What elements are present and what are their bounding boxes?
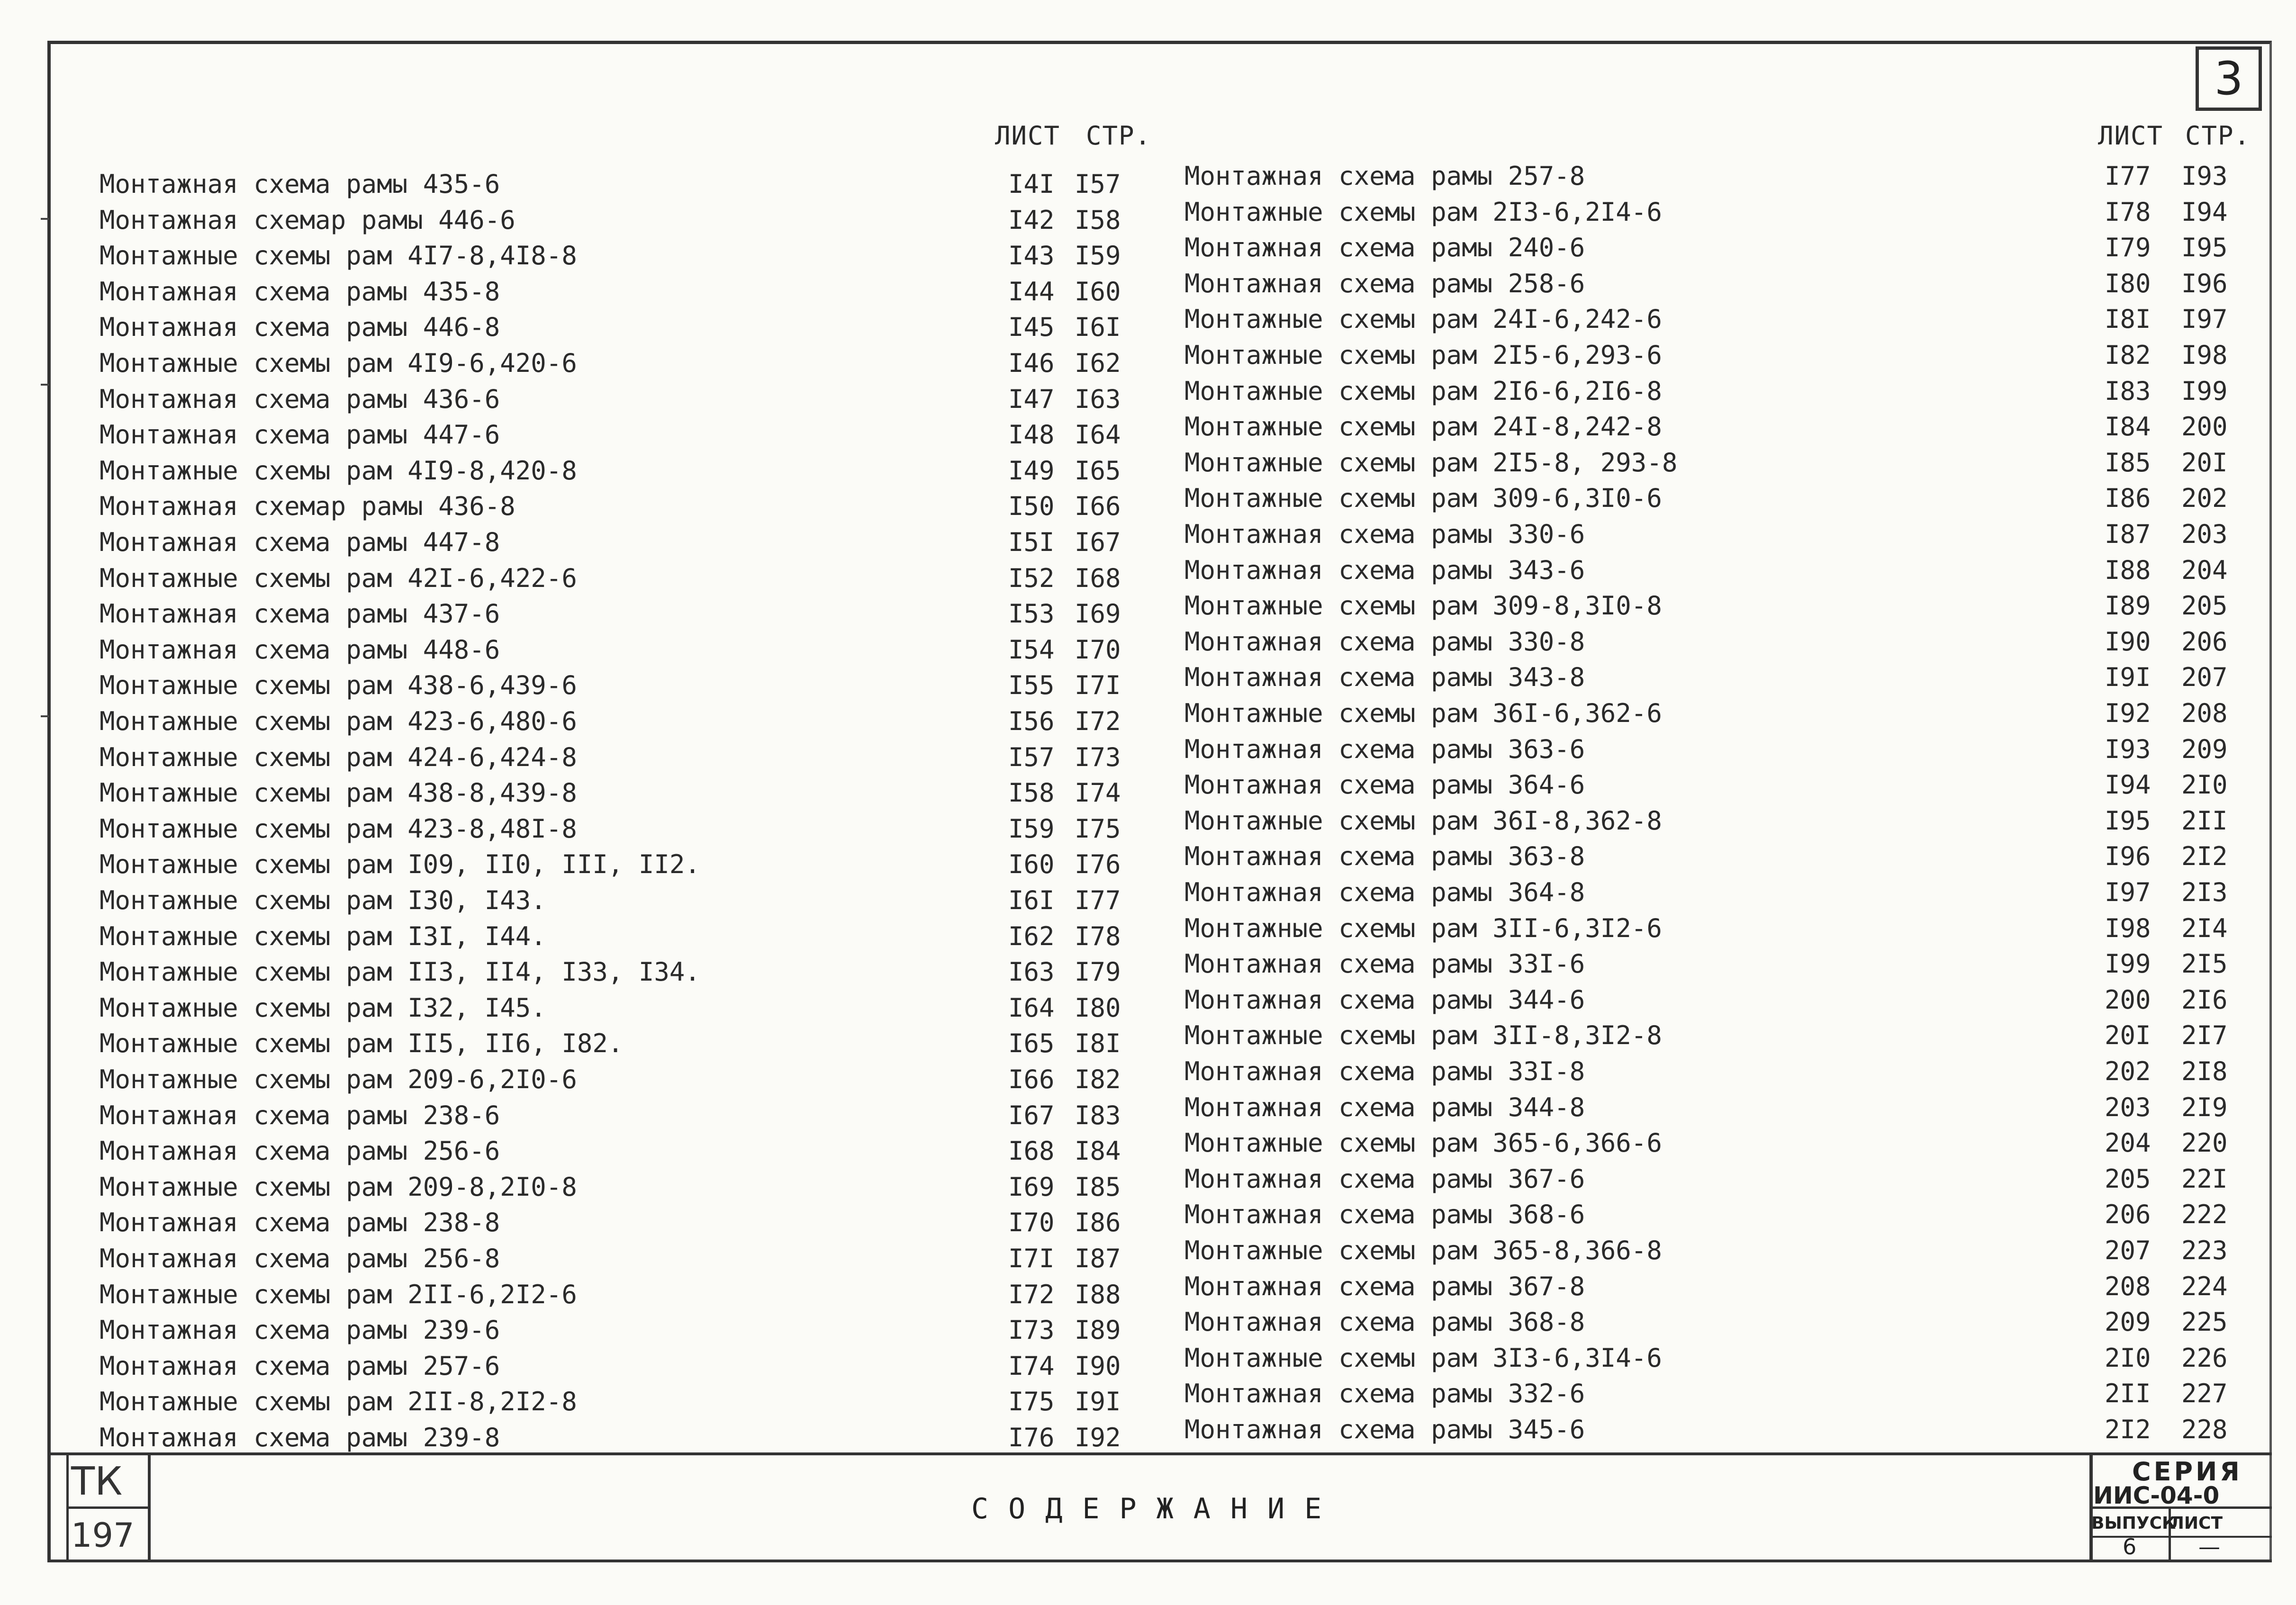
entry-title: Монтажные схемы рам 365-6,366-6	[1184, 1128, 1662, 1158]
entry-title: Монтажная схема рамы 435-8	[99, 276, 500, 307]
entry-title: Монтажная схема рамы 239-8	[99, 1423, 500, 1452]
entry-sheet: I62	[1008, 921, 1055, 951]
entry-page: I70	[1075, 634, 1121, 665]
entry-sheet: I57	[1008, 742, 1055, 772]
entry-sheet: I55	[1008, 670, 1055, 701]
entry-sheet: I64	[1008, 992, 1055, 1023]
entry-page: 200	[2181, 412, 2228, 442]
sheet-label: ЛИСТ	[2170, 1514, 2223, 1533]
entry-title: Монтажные схемы рам 309-6,3I0-6	[1184, 483, 1662, 514]
entry-sheet: I8I	[2105, 304, 2151, 334]
entry-sheet: I75	[1008, 1387, 1055, 1417]
entry-sheet: I74	[1008, 1351, 1055, 1381]
entry-page: 207	[2181, 662, 2228, 693]
entry-page: I78	[1075, 921, 1121, 951]
entry-sheet: I52	[1008, 563, 1055, 593]
entry-page: 2I2	[2181, 841, 2228, 872]
entry-sheet: I67	[1008, 1100, 1055, 1130]
entry-page: 2I9	[2181, 1092, 2228, 1122]
entry-sheet: I76	[1008, 1423, 1055, 1452]
entry-sheet: I97	[2105, 877, 2151, 907]
page-number-box	[2196, 46, 2262, 111]
entry-title: Монтажная схема рамы 33I-8	[1184, 1056, 1585, 1086]
issue-number: 6	[2123, 1534, 2137, 1560]
entry-sheet: 206	[2105, 1199, 2151, 1230]
entry-title: Монтажная схема рамы 257-6	[99, 1351, 500, 1381]
entry-page: I84	[1075, 1136, 1121, 1166]
entry-page: 22I	[2181, 1163, 2228, 1194]
entry-page: 204	[2181, 555, 2228, 585]
document-title: СОДЕРЖАНИЕ	[971, 1492, 1342, 1525]
entry-page: I82	[1075, 1064, 1121, 1094]
entry-title: Монтажная схема рамы 363-6	[1184, 734, 1585, 764]
entry-page: I94	[2181, 197, 2228, 227]
entry-title: Монтажные схемы рам 2I3-6,2I4-6	[1184, 197, 1662, 227]
entry-page: 220	[2181, 1128, 2228, 1158]
entry-sheet: 202	[2105, 1056, 2151, 1086]
entry-page: I75	[1075, 813, 1121, 844]
entry-title: Монтажная схема рамы 447-8	[99, 527, 500, 557]
entry-title: Монтажная схема рамы 446-8	[99, 312, 500, 343]
entry-title: Монтажные схемы рам 438-8,439-8	[99, 778, 577, 808]
entry-page: 202	[2181, 483, 2228, 514]
entry-title: Монтажная схема рамы 344-8	[1184, 1092, 1585, 1122]
entry-page: I83	[1075, 1100, 1121, 1130]
entry-sheet: I5I	[1008, 527, 1055, 557]
entry-title: Монтажная схема рамы 368-6	[1184, 1199, 1585, 1230]
entry-page: I79	[1075, 957, 1121, 987]
entry-title: Монтажные схемы рам 24I-8,242-8	[1184, 412, 1662, 442]
entry-page: I93	[2181, 161, 2228, 191]
entry-sheet: I89	[2105, 591, 2151, 621]
entry-title: Монтажные схемы рам 309-8,3I0-8	[1184, 591, 1662, 621]
entry-title: Монтажные схемы рам 2I5-6,293-6	[1184, 340, 1662, 370]
entry-page: I66	[1075, 491, 1121, 522]
entry-title: Монтажная схема рамы 33I-6	[1184, 949, 1585, 979]
entry-sheet: I65	[1008, 1028, 1055, 1059]
stamp-top-border	[47, 1452, 2272, 1455]
entry-title: Монтажные схемы рам I09, II0, III, II2.	[99, 849, 700, 880]
entry-page: I86	[1075, 1208, 1121, 1238]
entry-page: I6I	[1075, 312, 1121, 343]
entry-page: 2I3	[2181, 877, 2228, 907]
entry-sheet: I60	[1008, 849, 1055, 880]
entry-page: I87	[1075, 1244, 1121, 1273]
entry-title: Монтажная схема рамы 330-8	[1184, 626, 1585, 657]
entry-sheet: I94	[2105, 770, 2151, 800]
entry-page: I96	[2181, 268, 2228, 298]
entry-sheet: I92	[2105, 698, 2151, 728]
entry-sheet: I87	[2105, 519, 2151, 549]
entry-page: I62	[1075, 348, 1121, 378]
entry-page: I72	[1075, 706, 1121, 736]
entry-title: Монтажная схема рамы 448-6	[99, 634, 500, 665]
series-label: СЕРИЯ	[2132, 1457, 2242, 1487]
entry-sheet: I86	[2105, 483, 2151, 514]
entry-title: Монтажные схемы рам 24I-6,242-6	[1184, 304, 1662, 334]
entry-title: Монтажная схема рамы 435-6	[99, 169, 500, 199]
entry-title: Монтажная схема рамы 364-8	[1184, 877, 1585, 907]
entry-title: Монтажная схема рамы 256-8	[99, 1244, 500, 1273]
stamp-bottom-border	[47, 1560, 2272, 1562]
entry-sheet: I42	[1008, 205, 1055, 235]
entry-sheet: 2I0	[2105, 1343, 2151, 1373]
entry-sheet: I58	[1008, 778, 1055, 808]
entry-page: 2I8	[2181, 1056, 2228, 1086]
entry-title: Монтажные схемы рам 4I9-6,420-6	[99, 348, 577, 378]
entry-sheet: I46	[1008, 348, 1055, 378]
entry-page: I97	[2181, 304, 2228, 334]
entry-title: Монтажная схема рамы 238-8	[99, 1208, 500, 1238]
entry-sheet: I85	[2105, 447, 2151, 478]
entry-page: I58	[1075, 205, 1121, 235]
margin-tick	[41, 715, 49, 717]
entry-title: Монтажная схема рамы 258-6	[1184, 268, 1585, 298]
entry-title: Монтажные схемы рам 3II-6,3I2-6	[1184, 913, 1662, 943]
entry-page: 225	[2181, 1307, 2228, 1337]
entry-title: Монтажные схемы рам 3II-8,3I2-8	[1184, 1020, 1662, 1051]
entry-sheet: 2I2	[2105, 1415, 2151, 1444]
entry-page: 223	[2181, 1235, 2228, 1265]
entry-sheet: I59	[1008, 813, 1055, 844]
entry-page: 205	[2181, 591, 2228, 621]
entry-sheet: I72	[1008, 1279, 1055, 1309]
entry-title: Монтажная схемар рамы 446-6	[99, 205, 515, 235]
entry-page: I65	[1075, 455, 1121, 486]
entry-title: Монтажная схема рамы 345-6	[1184, 1415, 1585, 1444]
entry-page: I74	[1075, 778, 1121, 808]
entry-title: Монтажные схемы рам II3, II4, I33, I34.	[99, 957, 700, 987]
entry-page: I63	[1075, 384, 1121, 414]
entry-title: Монтажная схема рамы 437-6	[99, 599, 500, 629]
entry-title: Монтажные схемы рам I32, I45.	[99, 992, 546, 1023]
entry-title: Монтажные схемы рам 2II-6,2I2-6	[99, 1279, 577, 1309]
entry-title: Монтажная схема рамы 343-6	[1184, 555, 1585, 585]
entry-sheet: I53	[1008, 599, 1055, 629]
entry-sheet: I9I	[2105, 662, 2151, 693]
entry-title: Монтажные схемы рам 209-8,2I0-8	[99, 1172, 577, 1202]
entry-title: Монтажные схемы рам 2I6-6,2I6-8	[1184, 376, 1662, 406]
margin-tick	[41, 384, 49, 386]
entry-page: 228	[2181, 1415, 2228, 1444]
page-number: 3	[2214, 52, 2243, 105]
entry-title: Монтажная схема рамы 364-6	[1184, 770, 1585, 800]
margin-tick	[41, 218, 49, 220]
entry-title: Монтажные схемы рам 424-6,424-8	[99, 742, 577, 772]
entry-page: 226	[2181, 1343, 2228, 1373]
entry-sheet: I88	[2105, 555, 2151, 585]
entry-title: Монтажная схема рамы 436-6	[99, 384, 500, 414]
tk-number: 197	[71, 1516, 135, 1555]
entry-title: Монтажная схема рамы 367-8	[1184, 1271, 1585, 1301]
entry-sheet: I98	[2105, 913, 2151, 943]
entry-sheet: I84	[2105, 412, 2151, 442]
entry-title: Монтажные схемы рам I3I, I44.	[99, 921, 546, 951]
entry-sheet: I44	[1008, 276, 1055, 307]
entry-page: 2I6	[2181, 984, 2228, 1015]
entry-page: 209	[2181, 734, 2228, 764]
entry-sheet: I82	[2105, 340, 2151, 370]
entry-title: Монтажная схема рамы 332-6	[1184, 1379, 1585, 1409]
entry-sheet: I78	[2105, 197, 2151, 227]
entry-sheet: 203	[2105, 1092, 2151, 1122]
entry-page: I88	[1075, 1279, 1121, 1309]
entry-sheet: I70	[1008, 1208, 1055, 1238]
entry-page: 2I5	[2181, 949, 2228, 979]
issue-label: ВЫПУСК	[2091, 1514, 2176, 1533]
entry-title: Монтажная схема рамы 256-6	[99, 1136, 500, 1166]
entry-page: I80	[1075, 992, 1121, 1023]
entry-sheet: I4I	[1008, 169, 1055, 199]
entry-title: Монтажные схемы рам II5, II6, I82.	[99, 1028, 624, 1059]
entry-title: Монтажные схемы рам 4I7-8,4I8-8	[99, 241, 577, 271]
entry-sheet: I68	[1008, 1136, 1055, 1166]
entry-title: Монтажная схема рамы 363-8	[1184, 841, 1585, 872]
right-sheet-header: ЛИСТ	[2098, 121, 2164, 151]
entry-title: Монтажная схема рамы 343-8	[1184, 662, 1585, 693]
entry-page: 208	[2181, 698, 2228, 728]
entry-sheet: I56	[1008, 706, 1055, 736]
entry-sheet: I47	[1008, 384, 1055, 414]
entry-title: Монтажная схема рамы 238-6	[99, 1100, 500, 1130]
entry-sheet: I73	[1008, 1315, 1055, 1345]
entry-sheet: I79	[2105, 233, 2151, 263]
entry-page: I8I	[1075, 1028, 1121, 1059]
entry-sheet: I99	[2105, 949, 2151, 979]
entry-page: 203	[2181, 519, 2228, 549]
entry-page: I95	[2181, 233, 2228, 263]
entry-sheet: I6I	[1008, 885, 1055, 915]
entry-page: 206	[2181, 626, 2228, 657]
entry-page: I77	[1075, 885, 1121, 915]
entry-sheet: 2II	[2105, 1379, 2151, 1409]
entry-title: Монтажная схема рамы 344-6	[1184, 984, 1585, 1015]
entry-title: Монтажная схема рамы 257-8	[1184, 161, 1585, 191]
entry-sheet: 205	[2105, 1163, 2151, 1194]
entry-title: Монтажная схема рамы 240-6	[1184, 233, 1585, 263]
entry-page: 20I	[2181, 447, 2228, 478]
entry-sheet: I43	[1008, 241, 1055, 271]
entry-page: I99	[2181, 376, 2228, 406]
entry-page: I9I	[1075, 1387, 1121, 1417]
entry-sheet: I80	[2105, 268, 2151, 298]
left-page-header: СТР.	[1086, 121, 1152, 151]
tk-label: ТК	[71, 1459, 123, 1504]
entry-page: I67	[1075, 527, 1121, 557]
entry-title: Монтажная схема рамы 447-6	[99, 420, 500, 450]
entry-title: Монтажные схемы рам 42I-6,422-6	[99, 563, 577, 593]
entry-sheet: I63	[1008, 957, 1055, 987]
sheet-value: —	[2198, 1534, 2220, 1560]
entry-sheet: I54	[1008, 634, 1055, 665]
entry-page: I98	[2181, 340, 2228, 370]
entry-page: 2I0	[2181, 770, 2228, 800]
entry-page: I76	[1075, 849, 1121, 880]
entry-page: I60	[1075, 276, 1121, 307]
entry-title: Монтажные схемы рам 3I3-6,3I4-6	[1184, 1343, 1662, 1373]
entry-page: 2I4	[2181, 913, 2228, 943]
entry-title: Монтажная схема рамы 239-6	[99, 1315, 500, 1345]
entry-page: 2II	[2181, 805, 2228, 836]
entry-page: I59	[1075, 241, 1121, 271]
entry-sheet: 20I	[2105, 1020, 2151, 1051]
entry-sheet: 208	[2105, 1271, 2151, 1301]
entry-page: 224	[2181, 1271, 2228, 1301]
entry-title: Монтажные схемы рам 4I9-8,420-8	[99, 455, 577, 486]
entry-sheet: I93	[2105, 734, 2151, 764]
entry-sheet: 207	[2105, 1235, 2151, 1265]
entry-sheet: I66	[1008, 1064, 1055, 1094]
entry-sheet: I83	[2105, 376, 2151, 406]
entry-sheet: I50	[1008, 491, 1055, 522]
entry-page: I90	[1075, 1351, 1121, 1381]
entry-sheet: I95	[2105, 805, 2151, 836]
entry-page: I89	[1075, 1315, 1121, 1345]
entry-page: I68	[1075, 563, 1121, 593]
entry-page: 227	[2181, 1379, 2228, 1409]
entry-title: Монтажная схема рамы 367-6	[1184, 1163, 1585, 1194]
entry-page: I85	[1075, 1172, 1121, 1202]
entry-title: Монтажные схемы рам 438-6,439-6	[99, 670, 577, 701]
entry-title: Монтажные схемы рам 36I-8,362-8	[1184, 805, 1662, 836]
entry-sheet: 209	[2105, 1307, 2151, 1337]
entry-title: Монтажные схемы рам 209-6,2I0-6	[99, 1064, 577, 1094]
entry-sheet: I69	[1008, 1172, 1055, 1202]
entry-sheet: I45	[1008, 312, 1055, 343]
entry-sheet: I49	[1008, 455, 1055, 486]
entry-title: Монтажные схемы рам 36I-6,362-6	[1184, 698, 1662, 728]
entry-page: 222	[2181, 1199, 2228, 1230]
entry-title: Монтажная схемар рамы 436-8	[99, 491, 515, 522]
entry-title: Монтажные схемы рам I30, I43.	[99, 885, 546, 915]
series-code: ИИС-04-0	[2093, 1482, 2220, 1509]
entry-page: I7I	[1075, 670, 1121, 701]
left-sheet-header: ЛИСТ	[995, 121, 1061, 151]
entry-page: I69	[1075, 599, 1121, 629]
right-page-header: СТР.	[2185, 121, 2251, 151]
entry-sheet: I48	[1008, 420, 1055, 450]
entry-page: I73	[1075, 742, 1121, 772]
entry-sheet: I77	[2105, 161, 2151, 191]
entry-page: I57	[1075, 169, 1121, 199]
entry-page: I92	[1075, 1423, 1121, 1452]
entry-title: Монтажные схемы рам 423-6,480-6	[99, 706, 577, 736]
entry-title: Монтажная схема рамы 368-8	[1184, 1307, 1585, 1337]
entry-sheet: 204	[2105, 1128, 2151, 1158]
entry-sheet: 200	[2105, 984, 2151, 1015]
entry-sheet: I7I	[1008, 1244, 1055, 1273]
entry-page: 2I7	[2181, 1020, 2228, 1051]
entry-page: I64	[1075, 420, 1121, 450]
entry-sheet: I96	[2105, 841, 2151, 872]
entry-sheet: I90	[2105, 626, 2151, 657]
entry-title: Монтажные схемы рам 365-8,366-8	[1184, 1235, 1662, 1265]
entry-title: Монтажные схемы рам 2I5-8, 293-8	[1184, 447, 1678, 478]
entry-title: Монтажные схемы рам 423-8,48I-8	[99, 813, 577, 844]
entry-title: Монтажные схемы рам 2II-8,2I2-8	[99, 1387, 577, 1417]
entry-title: Монтажная схема рамы 330-6	[1184, 519, 1585, 549]
